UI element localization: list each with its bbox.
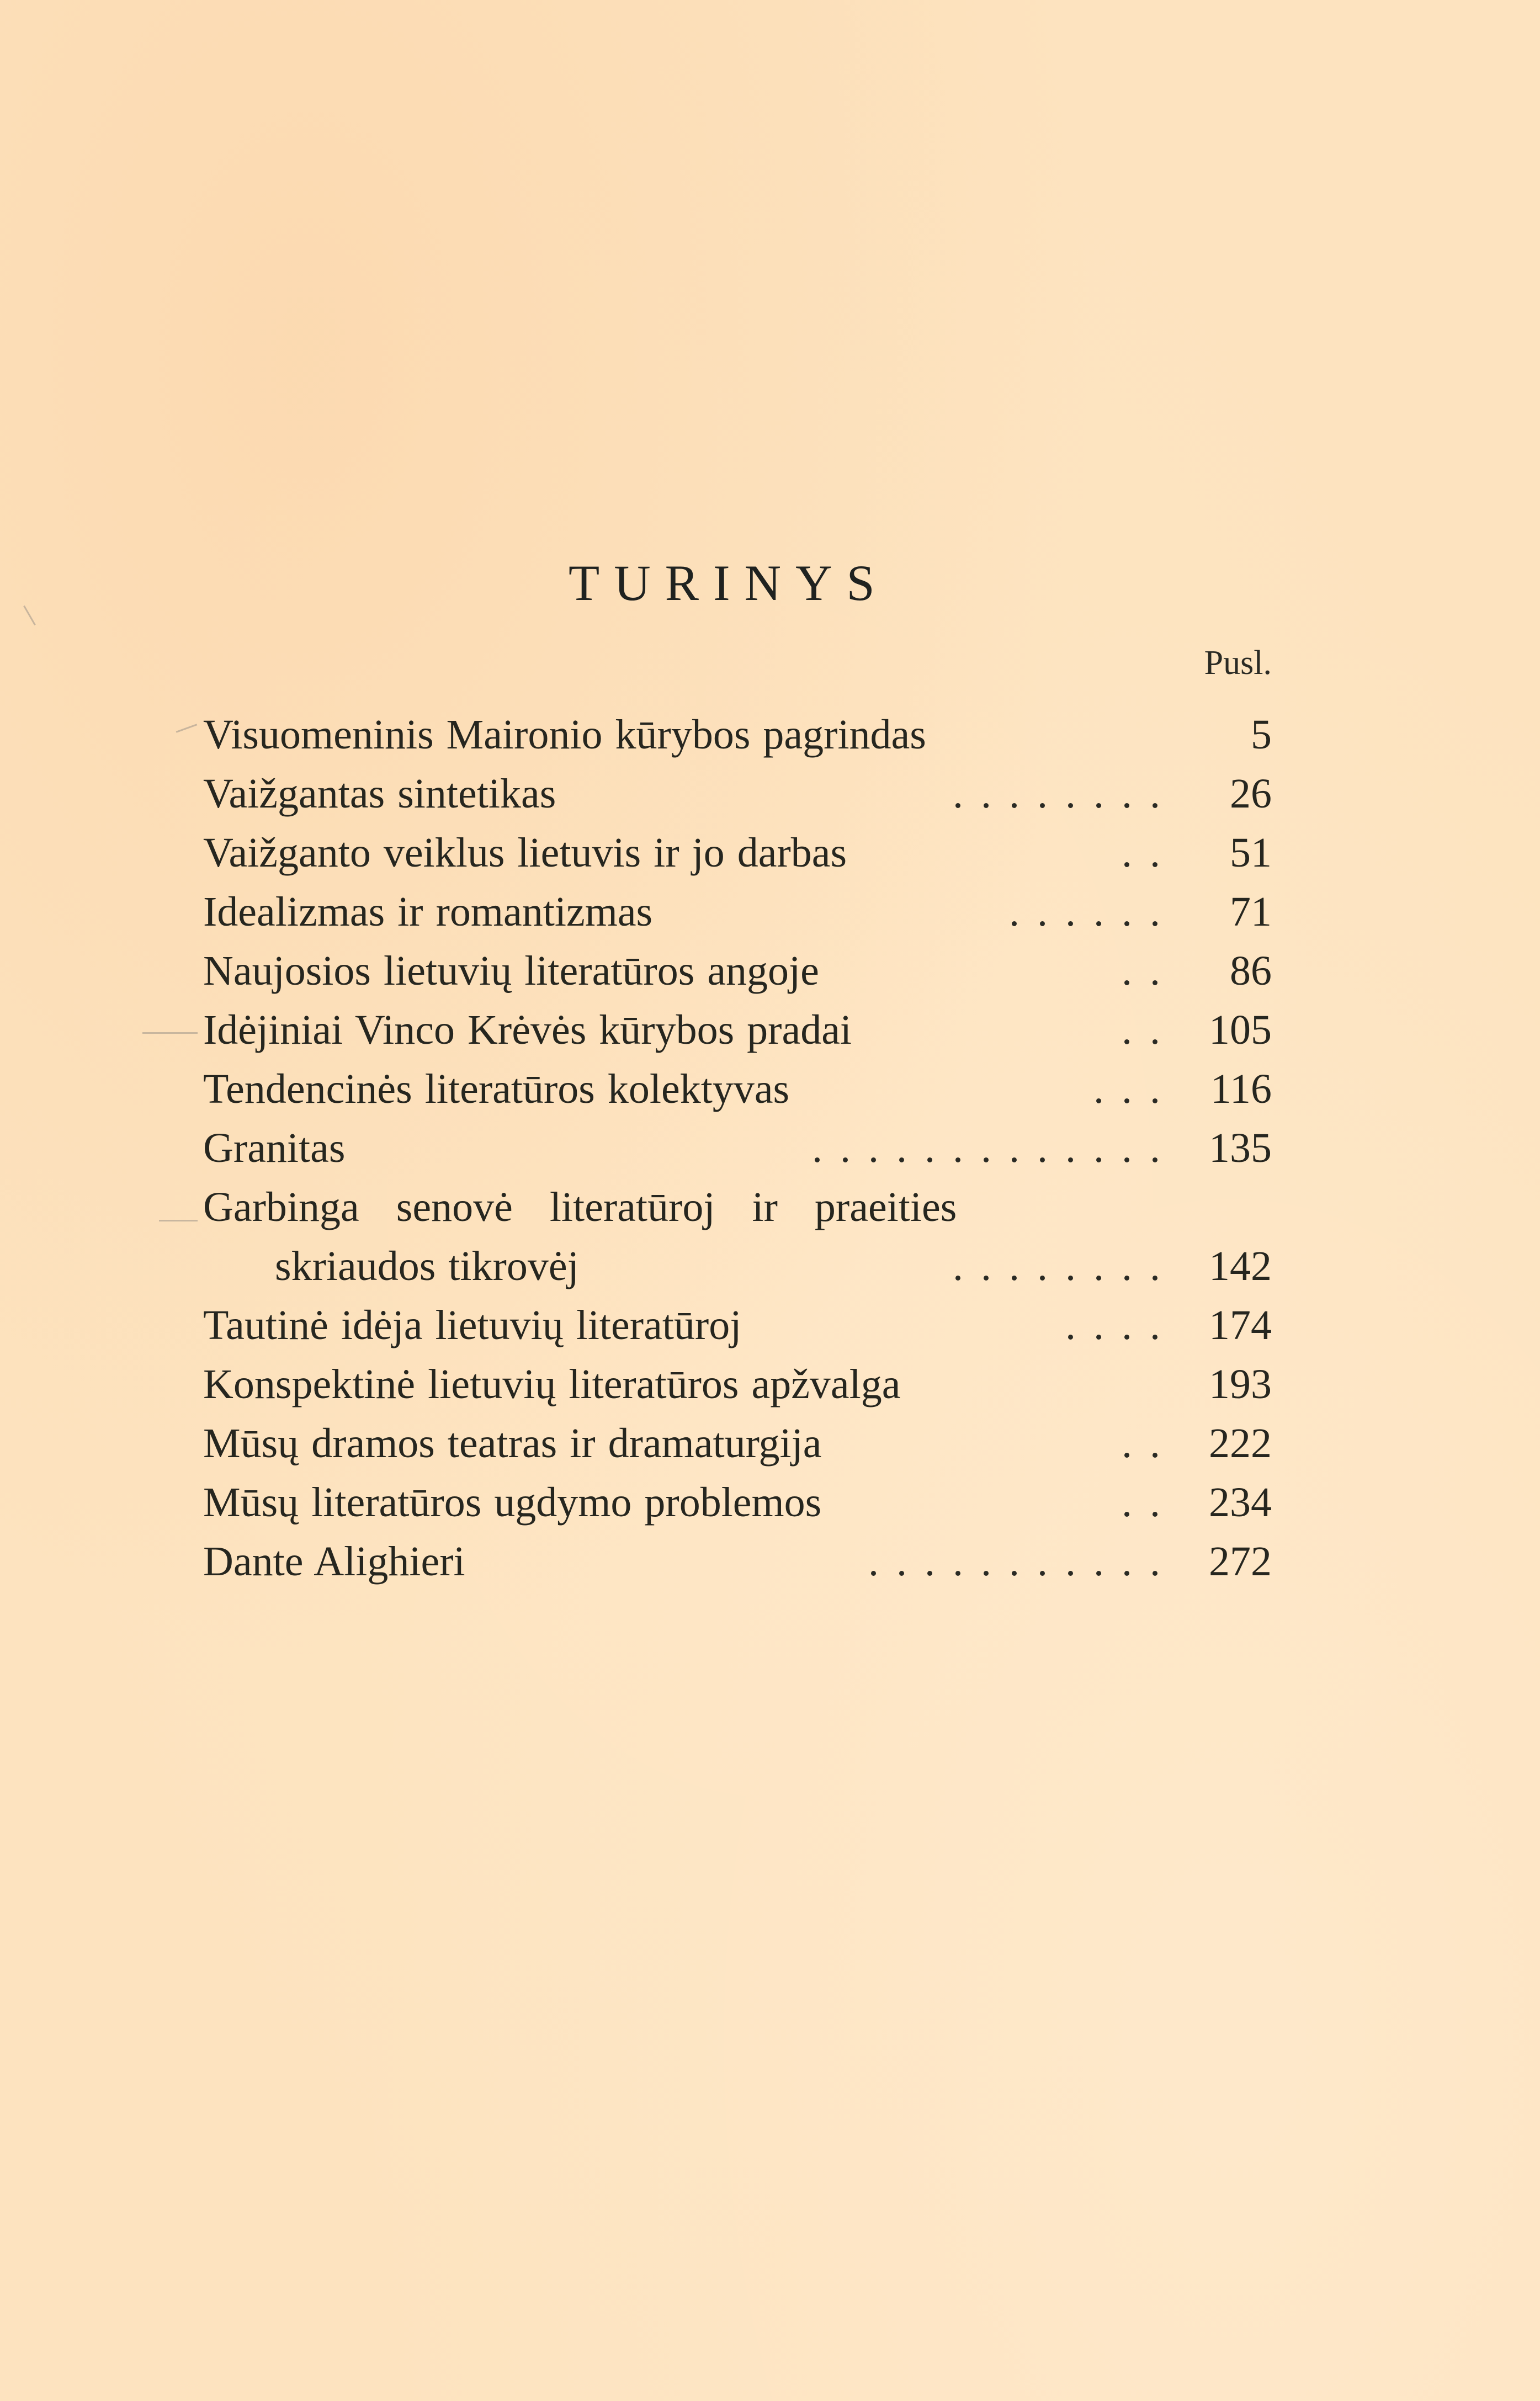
toc-leader-dots: ..: [1122, 1420, 1178, 1467]
toc-leader-dots: ........: [953, 771, 1178, 817]
toc-page-number: 105: [1209, 1007, 1272, 1053]
toc-entry[interactable]: [203, 1119, 1272, 1178]
toc-entry-title: Granitas: [203, 1125, 346, 1171]
pencil-margin-mark: [142, 1032, 198, 1034]
pencil-margin-mark: [159, 1220, 198, 1221]
toc-leader-dots: .............: [812, 1125, 1178, 1171]
contents-heading: TURINYS: [569, 555, 889, 611]
toc-entry[interactable]: [203, 1060, 1272, 1119]
toc-leader-dots: ..: [1122, 830, 1178, 876]
toc-entry[interactable]: [203, 1532, 1272, 1591]
toc-entry[interactable]: [203, 1414, 1272, 1473]
toc-entry-title: Idealizmas ir romantizmas: [203, 889, 653, 935]
toc-entry-line: [203, 1178, 1272, 1237]
toc-leader-dots: ....: [1065, 1302, 1178, 1348]
toc-entry-title: Naujosios lietuvių literatūros angoje: [203, 948, 819, 994]
toc-entry-title-line2: skriaudos tikrovėj: [275, 1243, 579, 1289]
toc-leader-dots: ..: [1122, 1479, 1178, 1526]
toc-entry-title: Dante Alighieri: [203, 1538, 465, 1585]
toc-entry-title: Konspektinė lietuvių literatūros apžvalga: [203, 1361, 901, 1407]
toc-entry-title-line1: Garbinga senovė literatūroj ir praeities: [203, 1184, 957, 1230]
toc-entry-title: Mūsų dramos teatras ir dramaturgija: [203, 1420, 822, 1467]
toc-page-number: 234: [1209, 1479, 1272, 1526]
toc-leader-dots: ...........: [868, 1538, 1178, 1585]
toc-entry-title: Tendencinės literatūros kolektyvas: [203, 1066, 790, 1112]
toc-page-number: 193: [1209, 1361, 1272, 1407]
toc-entry[interactable]: [203, 942, 1272, 1001]
toc-entry[interactable]: [203, 1355, 1272, 1414]
toc-page-number: 142: [1209, 1243, 1272, 1289]
toc-entry[interactable]: [203, 824, 1272, 883]
toc-entry[interactable]: [203, 1178, 1272, 1296]
toc-entry[interactable]: [203, 883, 1272, 942]
toc-page-number: 116: [1210, 1066, 1272, 1112]
toc-entry-title: Vaižganto veiklus lietuvis ir jo darbas: [203, 830, 847, 876]
page-column-label: Pusl.: [1204, 644, 1272, 682]
toc-page-number: 135: [1209, 1125, 1272, 1171]
toc-entry[interactable]: [203, 764, 1272, 824]
table-of-contents: [203, 705, 1272, 1591]
toc-page-number: 222: [1209, 1420, 1272, 1467]
toc-entry[interactable]: [203, 1296, 1272, 1355]
toc-page-number: 272: [1209, 1538, 1272, 1585]
toc-entry-title: Visuomeninis Maironio kūrybos pagrindas: [203, 711, 926, 758]
pencil-margin-mark: [23, 605, 36, 625]
toc-leader-dots: ..: [1122, 948, 1178, 994]
toc-entry-title: Tautinė idėja lietuvių literatūroj: [203, 1302, 742, 1348]
toc-entry[interactable]: [203, 1473, 1272, 1532]
toc-leader-dots: ........: [953, 1243, 1178, 1289]
toc-page-number: 26: [1230, 771, 1272, 817]
toc-entry[interactable]: [203, 705, 1272, 764]
toc-page-number: 174: [1209, 1302, 1272, 1348]
toc-entry-title: Idėjiniai Vinco Krėvės kūrybos pradai: [203, 1007, 852, 1053]
pencil-margin-mark: [176, 724, 198, 733]
toc-entry-title: Mūsų literatūros ugdymo problemos: [203, 1479, 822, 1526]
toc-leader-dots: ......: [1009, 889, 1178, 935]
toc-leader-dots: ..: [1122, 1007, 1178, 1053]
toc-leader-dots: ...: [1093, 1066, 1178, 1112]
toc-entry-title: Vaižgantas sintetikas: [203, 771, 556, 817]
toc-page-number: 71: [1230, 889, 1272, 935]
toc-page-number: 86: [1230, 948, 1272, 994]
toc-page-number: 5: [1251, 711, 1272, 758]
toc-page-number: 51: [1230, 830, 1272, 876]
toc-entry[interactable]: [203, 1001, 1272, 1060]
toc-entry-line: [203, 1237, 1272, 1296]
